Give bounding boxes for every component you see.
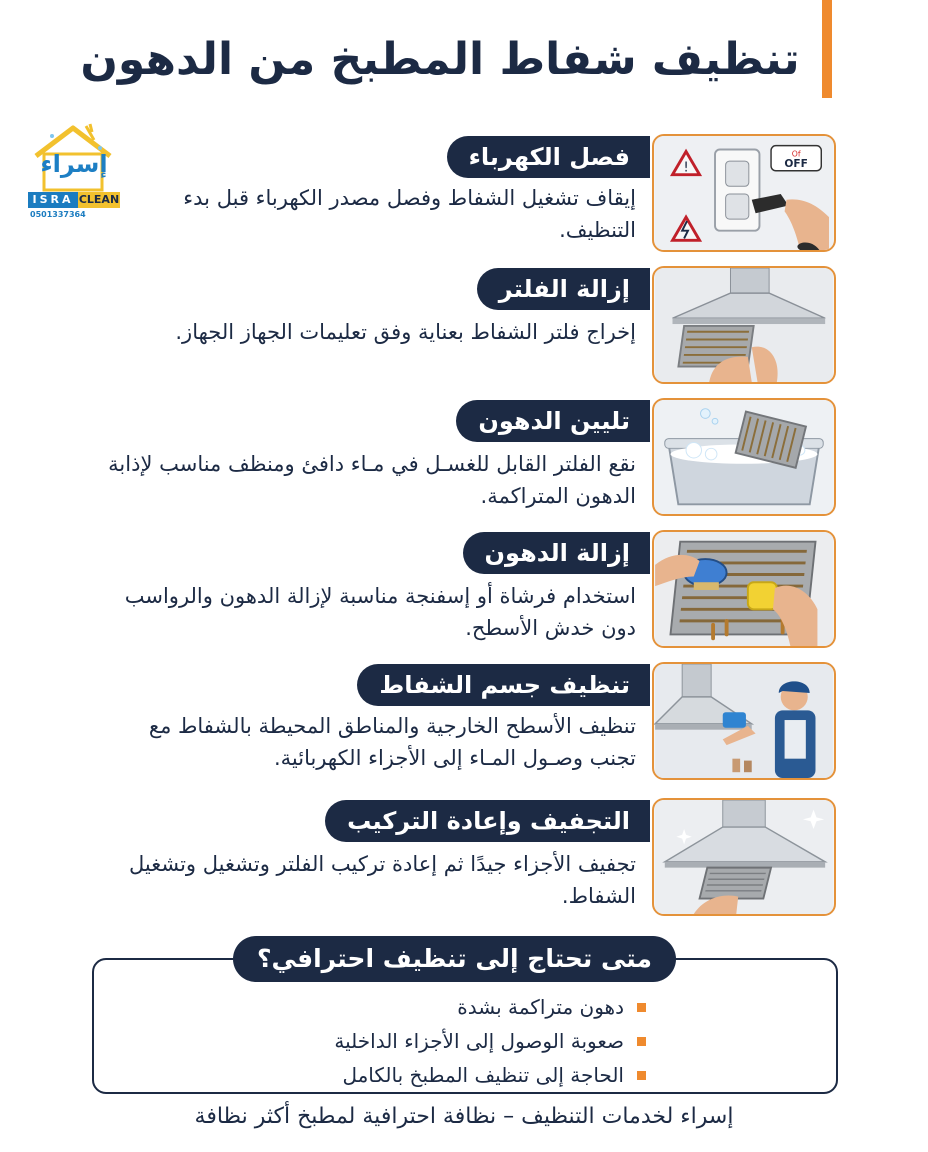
step-card [90, 798, 836, 918]
logo-name: إسراء [40, 150, 108, 178]
step-title: التجفيف وإعادة التركيب [325, 800, 650, 842]
list-item: صعوبة الوصول إلى الأجزاء الداخلية [286, 1024, 646, 1058]
wipe-hood-icon [654, 664, 834, 778]
step-title: إزالة الدهون [463, 532, 650, 574]
step-title: تليين الدهون [456, 400, 650, 442]
professional-cleaning-box [92, 944, 838, 1094]
bullet-icon [637, 1071, 646, 1080]
step-description: إيقاف تشغيل الشفاط وفصل مصدر الكهرباء قبل بدء التنظيف. [183, 186, 636, 242]
step-card [90, 266, 836, 386]
svg-text:OFF: OFF [784, 156, 808, 170]
faq-list [286, 990, 646, 1092]
remove-filter-icon [654, 268, 834, 382]
soak-filter-icon [654, 400, 834, 514]
reinstall-filter-icon [654, 800, 834, 914]
step-card [90, 530, 836, 650]
step-illustration [652, 798, 836, 916]
step-illustration [652, 662, 836, 780]
step-description: استخدام فرشاة أو إسفنجة مناسبة لإزالة الدهون والرواسب دون خدش الأسطح. [124, 584, 636, 640]
list-item: دهون متراكمة بشدة [286, 990, 646, 1024]
step-title: إزالة الفلتر [477, 268, 650, 310]
step-description: تجفيف الأجزاء جيدًا ثم إعادة تركيب الفلتر وتشغيل وتشغيل الشفاط. [128, 852, 636, 908]
logo-band-left: ISRA [28, 192, 78, 208]
list-item: الحاجة إلى تنظيف المطبخ بالكامل [286, 1058, 646, 1092]
logo-band-right: CLEAN [78, 193, 120, 206]
svg-text:Of: Of [791, 149, 801, 159]
step-description: إخراج فلتر الشفاط بعناية وفق تعليمات الجهاز الجهاز. [175, 320, 636, 344]
bullet-icon [637, 1003, 646, 1012]
step-illustration [652, 266, 836, 384]
step-illustration [652, 530, 836, 648]
step-description: تنظيف الأسطح الخارجية والمناطق المحيطة بالشفاط مع تجنب وصـول المـاء إلى الأجزاء الكهربائية. [148, 714, 636, 770]
unplug-power-icon [654, 136, 834, 250]
step-card [90, 662, 836, 782]
footer-tagline: إسراء لخدمات التنظيف – نظافة احترافية لمطبخ أكثر نظافة [194, 1104, 734, 1129]
step-title: فصل الكهرباء [447, 136, 650, 178]
step-description: نقع الفلتر القابل للغسـل في مـاء دافئ ومنظف مناسب لإذابة الدهون المتراكمة. [108, 452, 636, 508]
title-accent-bar [822, 0, 832, 98]
step-illustration [652, 398, 836, 516]
step-card [90, 134, 836, 254]
faq-title: متى تحتاج إلى تنظيف احترافي؟ [233, 936, 676, 982]
page-title: تنظيف شفاط المطبخ من الدهون [80, 34, 800, 85]
bullet-icon [637, 1037, 646, 1046]
step-title: تنظيف جسم الشفاط [357, 664, 650, 706]
scrub-filter-icon [654, 532, 834, 646]
step-card [90, 398, 836, 518]
header [0, 0, 928, 100]
svg-text:!: ! [683, 159, 689, 176]
logo-phone: 0501337364 [30, 210, 86, 219]
step-illustration [652, 134, 836, 252]
